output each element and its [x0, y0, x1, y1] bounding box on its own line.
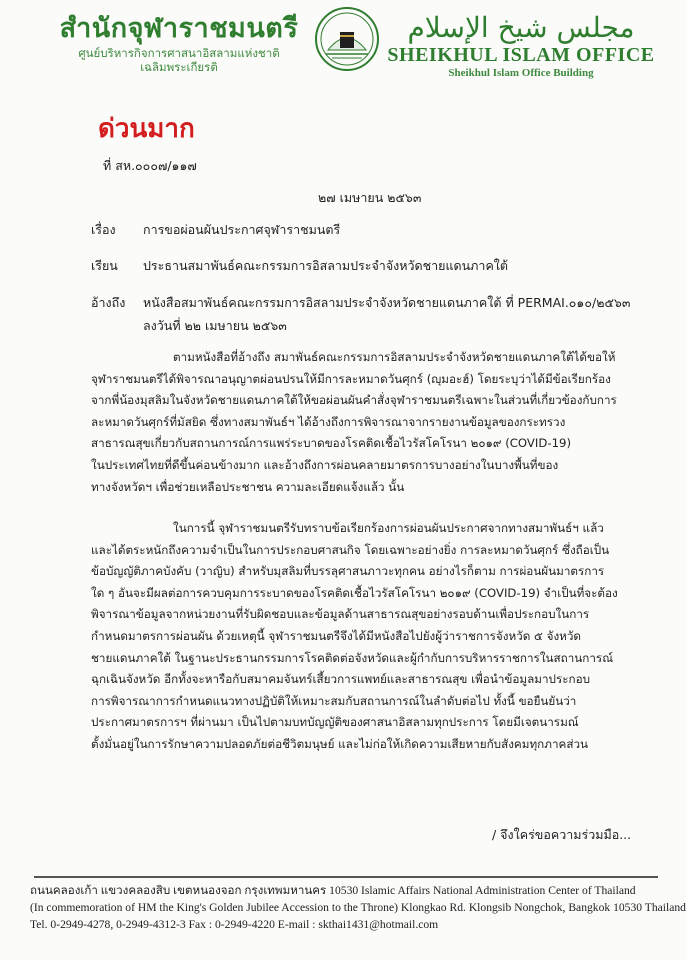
org-name-english: SHEIKHUL ISLAM OFFICE [387, 44, 655, 66]
paragraph-1-line: จากพี่น้องมุสลิมในจังหวัดชายแดนภาคใต้ให้ขอผ่อนผันคำสั่งจุฬาราชมนตรีเฉพาะในส่วนที่เกี่ยวข้องกับการ [91, 393, 617, 408]
paragraph-2-line: ใด ๆ อันจะมีผลต่อการควบคุมการระบาดของโรคติดเชื้อไวรัสโคโรนา ๒๐๑๙ (COVID-19) จำเป็นที่จะต้อง [91, 585, 618, 600]
footer-line-3: Tel. 0-2949-4278, 0-2949-4312-3 Fax : 0-2949-4220 E-mail : skthai1431@hotmail.com [30, 918, 439, 931]
reference-line-2: ลงวันที่ ๒๒ เมษายน ๒๕๖๓ [143, 318, 287, 333]
paragraph-2-line: ฉุกเฉินจังหวัด อีกทั้งจะหารือกับสมาคมจันทร์เสี้ยวการแพทย์และสาธารณสุข เพื่อนำข้อมูลมาประกอบ [91, 672, 591, 687]
footer-divider [34, 876, 658, 878]
subject-value: การขอผ่อนผันประกาศจุฬาราชมนตรี [143, 222, 341, 237]
paragraph-1-line: จุฬาราชมนตรีได้พิจารณาอนุญาตผ่อนปรนให้มีการละหมาดวันศุกร์ (ญุมอะฮ์) โดยระบุว่าได้มีข้อเรียกร้อง [91, 371, 611, 386]
paragraph-1-line: ในประเทศไทยที่ดีขึ้นค่อนข้างมาก และอ้างถึงการผ่อนคลายมาตรการบางอย่างในบางพื้นที่ของ [91, 457, 559, 472]
to-value: ประธานสมาพันธ์คณะกรรมการอิสลามประจำจังหวัดชายแดนภาคใต้ [143, 258, 509, 273]
paragraph-2-line: กำหนดมาตรการผ่อนผัน ด้วยเหตุนี้ จุฬาราชมนตรีจึงได้มีหนังสือไปยังผู้ว่าราชการจังหวัด ๕ จังหวัด [91, 628, 582, 643]
footer-line-2: (In commemoration of HM the King's Golden Jubilee Accession to the Throne) Klongkao Rd. Klongsib Nongchok, Bangkok 10530 Thailand [30, 901, 686, 914]
paragraph-2-line: การพิจารณาการกำหนดแนวทางปฏิบัติให้เหมาะสมกับสถานการณ์ในลำดับต่อไป ทั้งนี้ ขอยืนยันว่า [91, 693, 577, 708]
paragraph-2-line: และได้ตระหนักถึงความจำเป็นในการประกอบศาสนกิจ โดยเฉพาะอย่างยิ่ง การละหมาดวันศุกร์ ซึ่งถือเป็น [91, 542, 610, 557]
paragraph-2-line: ประกาศมาตรการฯ ที่ผ่านมา เป็นไปตามบทบัญญัติของศาสนาอิสลามทุกประการ โดยมีเจตนารมณ์ [91, 715, 579, 730]
paragraph-1 [91, 347, 657, 498]
paragraph-1-line: ทางจังหวัดฯ เพื่อช่วยเหลือประชาชน ความละเอียดแจ้งแล้ว นั้น [91, 479, 405, 494]
office-emblem-icon [314, 6, 380, 72]
letterhead-english [386, 12, 656, 80]
reference-line-1: หนังสือสมาพันธ์คณะกรรมการอิสลามประจำจังหวัดชายแดนภาคใต้ ที่ PERMAI.๐๑๐/๒๕๖๓ [143, 295, 631, 310]
paragraph-1-line: สาธารณสุขเกี่ยวกับสถานการณ์การแพร่ระบาดของโรคติดเชื้อไวรัสโคโรนา ๒๐๑๙ (COVID-19) [91, 436, 572, 451]
paragraph-2-line: พิจารณาข้อมูลจากหน่วยงานที่รับผิดชอบและข้อมูลด้านสาธารณสุขอย่างรอบด้านเพื่อประกอบในการ [91, 607, 590, 622]
reference-label: อ้างถึง [91, 295, 126, 310]
letterhead-thai [48, 12, 310, 74]
paragraph-2-line: ในการนี้ จุฬาราชมนตรีรับทราบข้อเรียกร้องการผ่อนผันประกาศจากทางสมาพันธ์ฯ แล้ว [173, 521, 604, 535]
reference-number: ที่ สห.๐๐๐๗/๑๑๗ [103, 158, 197, 173]
org-sub-english: Sheikhul Islam Office Building [448, 67, 594, 79]
closing-continuation: / จึงใคร่ขอความร่วมมือ... [492, 827, 632, 842]
org-name-arabic-logo: مجلس شيخ الإسلام [407, 11, 635, 44]
to-label: เรียน [91, 258, 118, 273]
org-name-thai: สำนักจุฬาราชมนตรี [59, 13, 299, 44]
paragraph-1-line: ละหมาดวันศุกร์ที่มัสยิด ซึ่งทางสมาพันธ์ฯ ได้อ้างถึงการพิจารณาจากรายงานข้อมูลของกระทรวง [91, 414, 566, 429]
footer-address [30, 882, 686, 933]
footer-line-1: ถนนคลองเก้า แขวงคลองสิบ เขตหนองจอก กรุงเทพมหานคร 10530 Islamic Affairs National Administration Center of Thailand [30, 884, 636, 897]
letter-date: ๒๗ เมษายน ๒๕๖๓ [318, 190, 422, 205]
paragraph-2 [91, 518, 657, 756]
paragraph-2-line: ข้อบัญญัติภาคบังคับ (วาญิบ) สำหรับมุสลิมที่บรรลุศาสนภาวะทุกคน อย่างไรก็ตาม การผ่อนผันมาตรการ [91, 564, 605, 579]
org-sub-thai-1: ศูนย์บริหารกิจการศาสนาอิสลามแห่งชาติ [78, 46, 280, 60]
subject-label: เรื่อง [91, 222, 116, 237]
paragraph-2-line: ตั้งมั่นอยู่ในการรักษาความปลอดภัยต่อชีวิตมนุษย์ และไม่ก่อให้เกิดความเสียหายกับสังคมทุกภาคส่วน [91, 736, 589, 751]
org-sub-thai-2: เฉลิมพระเกียรติ [140, 60, 218, 74]
urgent-stamp: ด่วนมาก [98, 114, 195, 144]
paragraph-1-line: ตามหนังสือที่อ้างถึง สมาพันธ์คณะกรรมการอิสลามประจำจังหวัดชายแดนภาคใต้ได้ขอให้ [173, 350, 616, 364]
paragraph-2-line: ชายแดนภาคใต้ ในฐานะประธานกรรมการโรคติดต่อจังหวัดและผู้กำกับการบริหารราชการในสถานการณ์ [91, 650, 614, 665]
